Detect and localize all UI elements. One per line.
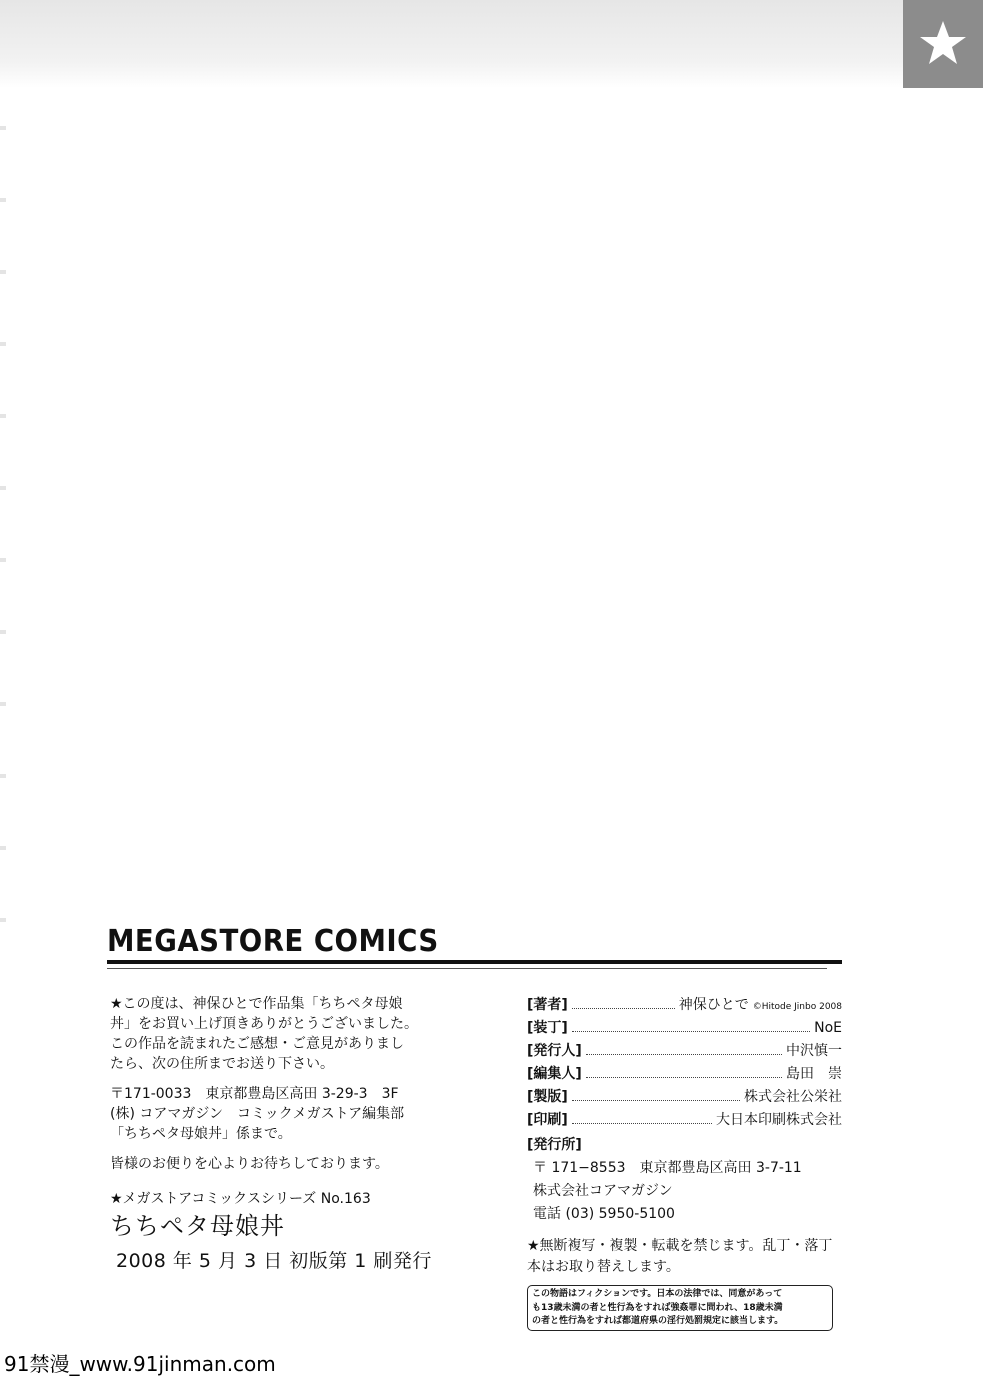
- address-line: 「ちちペタ母娘丼」係まで。: [110, 1126, 292, 1142]
- message-line: 丼」をお買い上げ頂きありがとうございました。: [110, 1016, 418, 1032]
- copy-notice: [527, 1236, 842, 1278]
- credit-label: [著者]: [527, 997, 568, 1013]
- notice-line: ★無断複写・複製・転載を禁じます。乱丁・落丁: [527, 1238, 833, 1254]
- credit-value: NoE: [814, 1020, 842, 1036]
- credit-value: 神保ひとで: [678, 997, 749, 1013]
- credit-label: [印刷]: [527, 1112, 568, 1128]
- dot-leader: [572, 1008, 675, 1009]
- divider-thick: [107, 960, 842, 964]
- address-line: (株) コアマガジン コミックメガストア編集部: [110, 1106, 405, 1122]
- publisher-label: [発行所]: [527, 1137, 582, 1153]
- credit-row: [527, 1086, 842, 1109]
- publisher-line: 〒 171−8553 東京都豊島区高田 3-7-11: [533, 1160, 802, 1176]
- address-line: 〒171-0033 東京都豊島区高田 3-29-3 3F: [110, 1086, 399, 1102]
- page-edge-marks: [0, 90, 6, 950]
- message-line: たら、次の住所までお送り下さい。: [110, 1056, 334, 1072]
- copyright-note: ©Hitode Jinbo 2008: [752, 1002, 842, 1012]
- message-line: ★この度は、神保ひとで作品集「ちちペタ母娘: [110, 996, 403, 1012]
- credit-label: [製版]: [527, 1089, 568, 1105]
- divider-thin: [107, 968, 827, 969]
- message-line: この作品を読まれたご感想・ご意見がありまし: [110, 1036, 404, 1052]
- dot-leader: [572, 1100, 740, 1101]
- dot-leader: [586, 1054, 782, 1055]
- series-number: ★メガストアコミックスシリーズ No.163: [110, 1191, 371, 1207]
- credit-row: [527, 1017, 842, 1040]
- dot-leader: [572, 1123, 712, 1124]
- corner-tab: [903, 0, 983, 88]
- credit-row: [527, 1063, 842, 1086]
- dot-leader: [586, 1077, 782, 1078]
- credit-value: 株式会社公栄社: [744, 1089, 842, 1105]
- credit-label: [編集人]: [527, 1066, 582, 1082]
- publication-date: 2008 年 5 月 3 日 初版第 1 刷発行: [116, 1250, 432, 1272]
- legal-line: の者と性行為をすれば都道府県の淫行処罰規定に該当します。: [532, 1316, 784, 1326]
- watermark: 91禁漫_www.91jinman.com: [0, 1349, 341, 1379]
- credit-label: [発行人]: [527, 1043, 582, 1059]
- publisher-line: 電話 (03) 5950-5100: [533, 1206, 675, 1222]
- credit-value: 中沢慎一: [786, 1043, 842, 1059]
- legal-notice-box: [527, 1285, 833, 1331]
- book-title: ちちペタ母娘丼: [110, 1212, 285, 1240]
- publisher-line: 株式会社コアマガジン: [533, 1183, 673, 1199]
- legal-line: も13歳未満の者と性行為をすれば強姦罪に問われ、18歳未満: [532, 1302, 783, 1313]
- credit-row: [527, 1040, 842, 1063]
- closing-line: 皆様のお便りを心よりお待ちしております。: [110, 1156, 389, 1172]
- credit-row: [527, 994, 842, 1017]
- credits-list: [527, 994, 842, 1132]
- credit-label: [装丁]: [527, 1020, 568, 1036]
- dot-leader: [572, 1031, 810, 1032]
- credit-value: 大日本印刷株式会社: [716, 1112, 842, 1128]
- legal-line: この物語はフィクションです。日本の法律では、同意があって: [532, 1289, 783, 1299]
- notice-line: 本はお取り替えします。: [527, 1259, 680, 1275]
- reader-message: [110, 994, 430, 1174]
- series-logo: MEGASTORE COMICS: [107, 924, 439, 959]
- top-band: [0, 0, 983, 88]
- credit-row: [527, 1109, 842, 1132]
- credit-value: 島田 崇: [786, 1066, 842, 1082]
- publisher-block: [527, 1134, 802, 1226]
- star-icon: [917, 18, 969, 70]
